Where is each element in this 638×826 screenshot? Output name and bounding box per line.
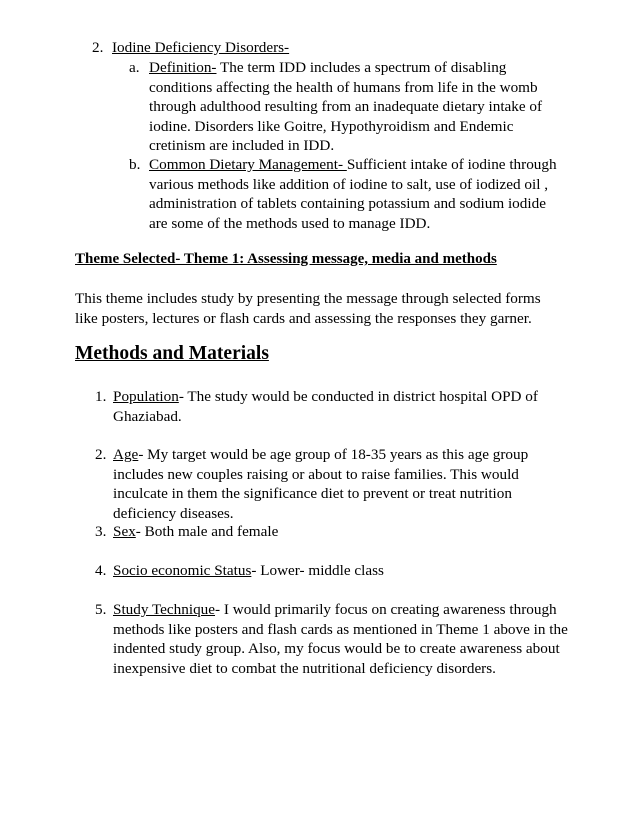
subitem-common-dietary-management <box>129 155 559 233</box>
list-item-label: Population <box>113 388 179 405</box>
list-number: 2. <box>92 39 104 56</box>
list-item-body <box>113 445 570 523</box>
section-heading-methods: Methods and Materials <box>75 343 269 364</box>
subitem-text: Sufficient intake of iodine through various methods like addition of iodine to salt, use of iodized oil , administration of tablets containing potassium and sodium iodide are some of the methods used to manage IDD. <box>149 156 557 232</box>
list-number: 4. <box>95 562 107 579</box>
list-item-text: - The study would be conducted in district hospital OPD of Ghaziabad. <box>113 388 538 425</box>
list-item-label: Age <box>113 446 139 463</box>
list-item-text: - Lower- middle class <box>251 562 384 579</box>
list-item-text: - I would primarily focus on creating awareness through methods like posters and flash cards as mentioned in Theme 1 above in the indented study group. Also, my focus would be to create awareness about inexpensive diet to combat the nutritional deficiency disorders. <box>113 601 568 677</box>
list-item-socio-economic-status <box>95 561 570 581</box>
list-number: 3. <box>95 523 107 540</box>
subitem-letter: b. <box>129 156 141 173</box>
list-number: 1. <box>95 388 107 405</box>
subitem-body <box>149 58 559 156</box>
list-item-text: - Both male and female <box>135 523 279 540</box>
list-item-population <box>95 387 570 426</box>
subitem-label: Common Dietary Management- <box>149 156 347 173</box>
subitem-letter: a. <box>129 59 140 76</box>
theme-paragraph: This theme includes study by presenting the message through selected forms like posters, lectures or flash cards and assessing the responses they garner. <box>75 290 541 327</box>
list-number: 2. <box>95 446 107 463</box>
theme-heading: Theme Selected- Theme 1: Assessing message, media and methods <box>75 251 497 267</box>
list-item-label: Socio economic Status <box>113 562 252 579</box>
subitem-label: Definition- <box>149 59 217 76</box>
list-heading: Iodine Deficiency Disorders- <box>112 39 290 56</box>
subitem-body <box>149 155 559 233</box>
subitem-definition <box>129 58 559 156</box>
list-item-body <box>113 600 570 678</box>
list-item-label: Study Technique <box>113 601 216 618</box>
subitem-text: The term IDD includes a spectrum of disabling conditions affecting the health of humans from life in the womb through adulthood resulting from an inadequate dietary intake of iodine. Disorders like Goitre, Hypothyroidism and Endemic cretinism are included in IDD. <box>149 59 543 154</box>
list-item-body <box>113 561 570 581</box>
list-item-body <box>113 387 570 426</box>
list-item-sex <box>95 522 570 542</box>
list-item-text: - My target would be age group of 18-35 years as this age group includes new couples raising or about to raise families. This would inculcate in them the significance diet to prevent or treat nutrition deficiency diseases. <box>113 446 529 522</box>
list-item-age <box>95 445 570 523</box>
list-number: 5. <box>95 601 107 618</box>
list-item-body <box>113 522 570 542</box>
list-item-label: Sex <box>113 523 136 540</box>
list-item-study-technique <box>95 600 570 678</box>
